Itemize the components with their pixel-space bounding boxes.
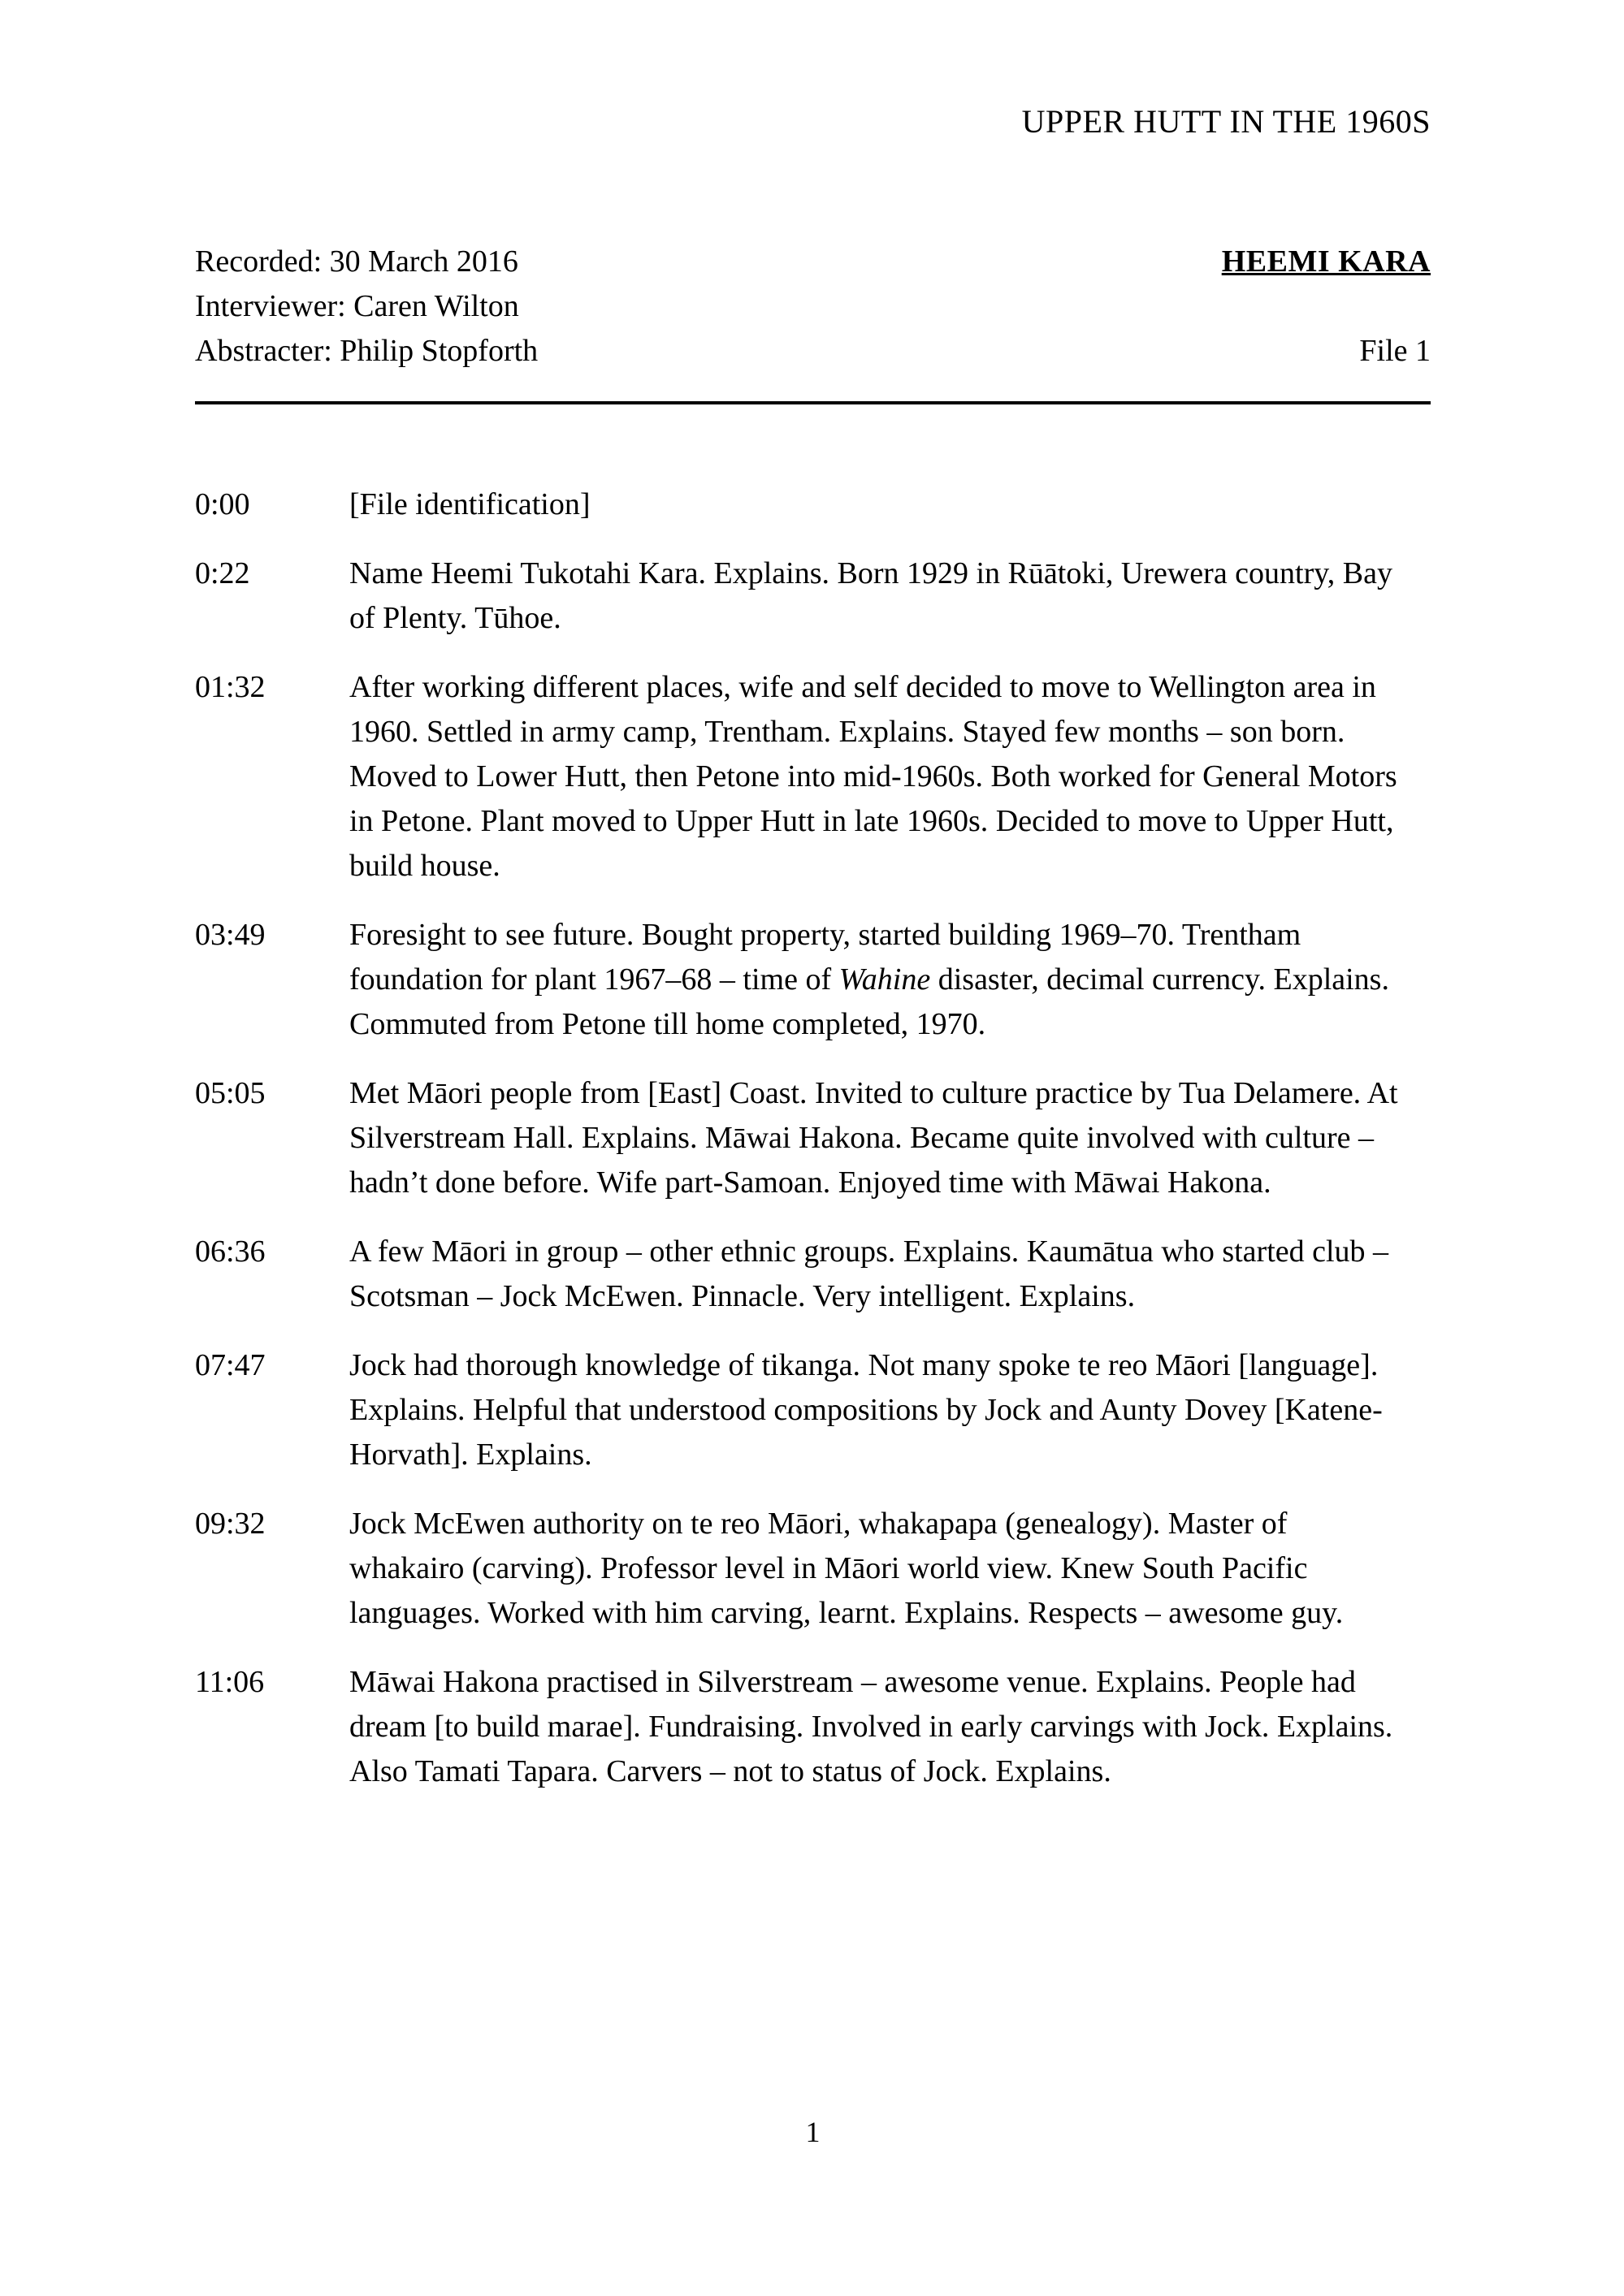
document-header-title: UPPER HUTT IN THE 1960S: [1021, 103, 1431, 140]
entry-text: A few Māori in group – other ethnic groups. Explains. Kaumātua who started club – Scotsman – Jock McEwen. Pinnacle. Very intelligent. Explains.: [349, 1234, 1389, 1313]
entry-row: [195, 665, 1431, 889]
entry-row: [195, 551, 1431, 641]
entry-text: Foresight to see future. Bought property, started building 1969–70. Trentham foundation for plant 1967–68 – time of Wahine disaster, decimal currency. Explains. Commuted from Petone till home completed, 1970.: [349, 918, 1389, 1041]
entry-row: [195, 1230, 1431, 1319]
entry-row: [195, 1071, 1431, 1205]
interviewee-name: HEEMI KARA: [1221, 244, 1431, 279]
entry-text: Name Heemi Tukotahi Kara. Explains. Born 1929 in Rūātoki, Urewera country, Bay of Plenty. Tūhoe.: [349, 556, 1393, 635]
entry-row: [195, 913, 1431, 1047]
entry-row: [195, 482, 1431, 527]
page-number: 1: [805, 2116, 821, 2148]
abstracter-name: Abstracter: Philip Stopforth: [195, 334, 539, 368]
entry-row: [195, 1343, 1431, 1477]
entry-timestamp: 05:05: [195, 1076, 266, 1110]
entry-text: Jock had thorough knowledge of tikanga. Not many spoke te reo Māori [language]. Explains. Helpful that understood compositions by Jock and Aunty Dovey [Katene-Horvath]. Explains.: [349, 1348, 1383, 1472]
entry-row: [195, 1660, 1431, 1794]
interviewer-name: Interviewer: Caren Wilton: [195, 289, 519, 323]
entry-text: [File identification]: [349, 487, 591, 521]
meta-row-abstracter: [195, 329, 1431, 374]
file-label: File 1: [1359, 334, 1431, 368]
entry-timestamp: 07:47: [195, 1348, 266, 1382]
entry-text: Met Māori people from [East] Coast. Invited to culture practice by Tua Delamere. At Silverstream Hall. Explains. Māwai Hakona. Became quite involved with culture – hadn’t done before. Wife part-Samoan. Enjoyed time with Māwai Hakona.: [349, 1076, 1398, 1200]
entry-timestamp: 03:49: [195, 918, 266, 952]
meta-row-interviewer: [195, 284, 1431, 329]
entry-timestamp: 06:36: [195, 1234, 266, 1269]
entry-text: Māwai Hakona practised in Silverstream – awesome venue. Explains. People had dream [to build marae]. Fundraising. Involved in early carvings with Jock. Explains. Also Tamati Tapara. Carvers – not to status of Jock. Explains.: [349, 1665, 1393, 1788]
recorded-date: Recorded: 30 March 2016: [195, 244, 518, 279]
entry-row: [195, 1502, 1431, 1636]
entry-timestamp: 09:32: [195, 1507, 266, 1541]
abstract-entries-list: [195, 482, 1431, 1794]
entry-text: After working different places, wife and self decided to move to Wellington area in 1960. Settled in army camp, Trentham. Explains. Stayed few months – son born. Moved to Lower Hutt, then Petone into mid-1960s. Both worked for General Motors in Petone. Plant moved to Upper Hutt in late 1960s. Decided to move to Upper Hutt, build house.: [349, 670, 1397, 883]
meta-block: [195, 240, 1431, 374]
entry-timestamp: 0:22: [195, 556, 250, 590]
horizontal-rule: [195, 401, 1431, 404]
meta-row-recorded: [195, 240, 1431, 284]
entry-timestamp: 0:00: [195, 487, 250, 521]
entry-timestamp: 11:06: [195, 1665, 265, 1699]
entry-text: Jock McEwen authority on te reo Māori, whakapapa (genealogy). Master of whakairo (carving). Professor level in Māori world view. Knew South Pacific languages. Worked with him carving, learnt. Explains. Respects – awesome guy.: [349, 1507, 1344, 1630]
entry-timestamp: 01:32: [195, 670, 266, 704]
